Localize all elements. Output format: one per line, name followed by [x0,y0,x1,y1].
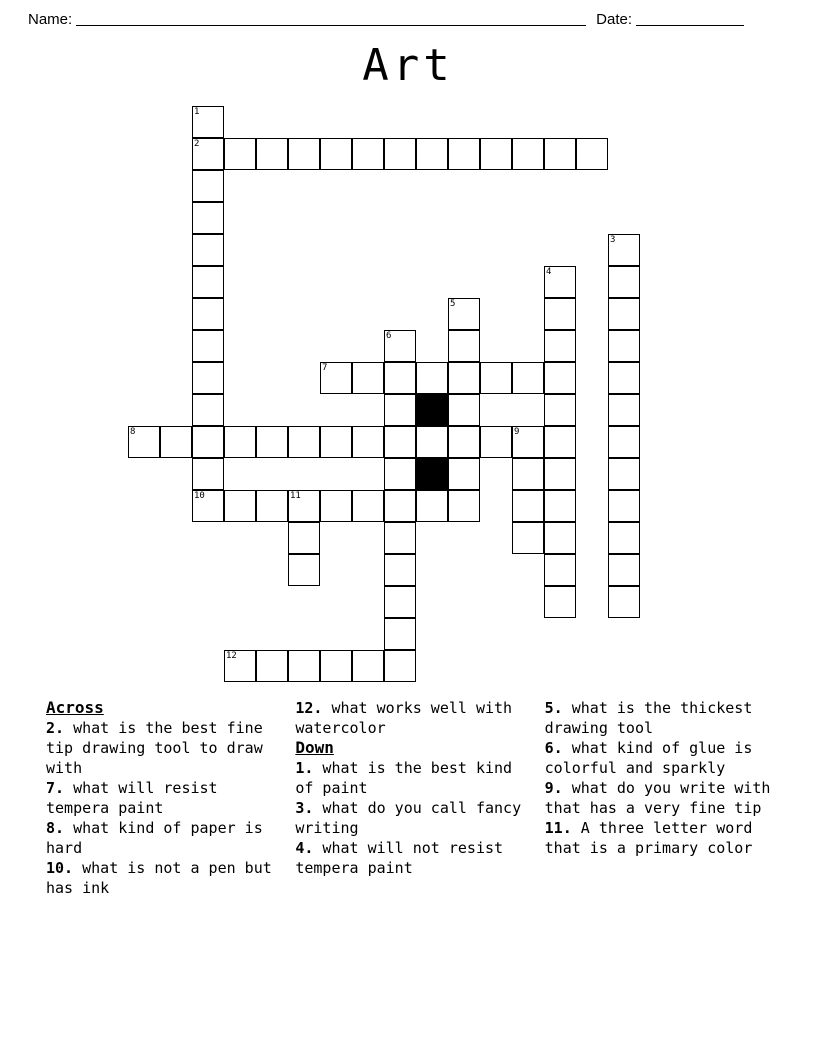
clue-text: what kind of paper is hard [46,819,263,857]
clue-text: what kind of glue is colorful and sparkly [544,739,753,777]
grid-cell[interactable] [224,650,256,682]
clue-text: what is the thickest drawing tool [544,699,753,737]
grid-cell[interactable] [512,490,544,522]
grid-cell[interactable] [608,426,640,458]
grid-cell[interactable] [288,554,320,586]
grid-cell[interactable] [544,458,576,490]
across-heading: Across [46,698,104,717]
grid-cell[interactable] [544,522,576,554]
grid-cell[interactable] [448,490,480,522]
grid-cell[interactable] [544,266,576,298]
grid-cell[interactable] [384,586,416,618]
clues-section [46,698,776,998]
grid-cell[interactable] [384,490,416,522]
down-clue [295,838,526,878]
grid-cell[interactable] [416,426,448,458]
across-clue [46,778,277,818]
clue-number: 7. [46,779,65,797]
across-clue [46,718,277,778]
grid-cell[interactable] [544,298,576,330]
clue-text: what do you call fancy writing [295,799,522,837]
grid-cell[interactable] [480,138,512,170]
down-clue [545,778,776,818]
clue-text: what will not resist tempera paint [295,839,504,877]
grid-cell[interactable] [192,394,224,426]
grid-cell[interactable] [192,330,224,362]
grid-cell[interactable] [544,362,576,394]
grid-cell[interactable] [384,554,416,586]
grid-cell[interactable] [384,138,416,170]
grid-cell[interactable] [544,426,576,458]
grid-cell[interactable] [352,138,384,170]
grid-cell[interactable] [608,458,640,490]
clue-text: what do you write with that has a very fine tip [544,779,771,817]
grid-cell[interactable] [384,650,416,682]
grid-cell[interactable] [320,362,352,394]
date-label: Date: [596,11,632,28]
grid-cell[interactable] [384,522,416,554]
grid-cell[interactable] [384,426,416,458]
clue-number: 1. [295,759,314,777]
grid-cell-number: 5 [450,299,456,309]
across-clue [46,858,277,898]
grid-cell[interactable] [352,650,384,682]
grid-cell[interactable] [256,650,288,682]
grid-cell[interactable] [384,394,416,426]
grid-cell[interactable] [448,330,480,362]
clue-text: what is the best kind of paint [295,759,513,797]
across-clue [295,698,526,738]
grid-cell[interactable] [256,426,288,458]
grid-cell[interactable] [320,650,352,682]
grid-cell[interactable] [608,490,640,522]
grid-cell[interactable] [608,266,640,298]
grid-cell[interactable] [416,138,448,170]
grid-cell[interactable] [544,490,576,522]
clue-number: 4. [295,839,314,857]
clue-number: 9. [544,779,563,797]
down-clue [545,738,776,778]
down-clue [545,698,776,738]
grid-cell[interactable] [512,362,544,394]
grid-cell[interactable] [160,426,192,458]
grid-cell[interactable] [448,298,480,330]
grid-cell[interactable] [512,522,544,554]
grid-cell-number: 3 [610,235,616,245]
grid-cell[interactable] [608,330,640,362]
grid-cell[interactable] [224,490,256,522]
grid-cell[interactable] [288,650,320,682]
grid-cell[interactable] [192,202,224,234]
grid-cell[interactable] [192,362,224,394]
grid-cell[interactable] [288,490,320,522]
grid-cell[interactable] [224,426,256,458]
grid-cell[interactable] [448,138,480,170]
grid-cell[interactable] [544,330,576,362]
grid-cell[interactable] [320,490,352,522]
grid-cell[interactable] [608,362,640,394]
grid-cell-number: 9 [514,427,520,437]
grid-cell[interactable] [288,522,320,554]
grid-cell-number: 7 [322,363,328,373]
down-clue [545,818,776,858]
grid-cell[interactable] [512,458,544,490]
clue-text: what will resist tempera paint [46,779,218,817]
clue-text: A three letter word that is a primary color [544,819,753,857]
grid-cell[interactable] [448,394,480,426]
grid-cell[interactable] [384,330,416,362]
clue-number: 2. [46,719,65,737]
page-title: Art [362,40,454,91]
clue-number: 8. [46,819,65,837]
grid-cell-number: 8 [130,427,136,437]
grid-cell[interactable] [512,426,544,458]
grid-cell[interactable] [192,106,224,138]
name-label: Name: [28,11,73,28]
clue-number: 10. [46,859,74,877]
grid-cell[interactable] [448,362,480,394]
grid-block-cell [416,394,448,426]
grid-cell[interactable] [608,554,640,586]
date-write-line[interactable] [636,11,744,26]
grid-cell[interactable] [544,586,576,618]
grid-cell-number: 2 [194,139,200,149]
grid-cell[interactable] [608,586,640,618]
grid-cell[interactable] [288,138,320,170]
grid-cell[interactable] [416,490,448,522]
grid-cell[interactable] [608,522,640,554]
grid-block-cell [416,458,448,490]
grid-cell[interactable] [192,266,224,298]
clue-text: what is not a pen but has ink [46,859,272,897]
grid-cell[interactable] [288,426,320,458]
crossword-grid-container [0,106,816,696]
grid-cell[interactable] [352,426,384,458]
down-heading: Down [295,738,334,757]
clue-number: 6. [544,739,563,757]
clue-text: what is the best fine tip drawing tool to draw with [46,719,263,777]
grid-cell-number: 1 [194,107,200,117]
grid-cell[interactable] [352,490,384,522]
grid-cell-number: 6 [386,331,392,341]
grid-cell[interactable] [192,458,224,490]
grid-cell[interactable] [256,138,288,170]
grid-cell[interactable] [192,138,224,170]
grid-cell[interactable] [192,298,224,330]
grid-cell[interactable] [608,394,640,426]
grid-cell[interactable] [448,426,480,458]
grid-cell[interactable] [384,618,416,650]
grid-cell[interactable] [320,138,352,170]
grid-cell[interactable] [192,490,224,522]
across-clue [46,818,277,858]
grid-cell[interactable] [480,426,512,458]
grid-cell[interactable] [480,362,512,394]
worksheet-header [28,4,744,28]
clue-number: 3. [295,799,314,817]
grid-cell[interactable] [384,458,416,490]
grid-cell[interactable] [384,362,416,394]
clue-number: 12. [295,699,323,717]
grid-cell[interactable] [544,554,576,586]
clue-text: what works well with watercolor [295,699,513,737]
grid-cell-number: 12 [226,651,237,661]
down-clue [295,798,526,838]
grid-cell[interactable] [544,138,576,170]
grid-cell[interactable] [256,490,288,522]
grid-cell[interactable] [448,458,480,490]
name-write-line[interactable] [76,11,586,26]
grid-cell-number: 10 [194,491,205,501]
grid-cell[interactable] [352,362,384,394]
grid-cell[interactable] [192,170,224,202]
grid-cell-number: 4 [546,267,552,277]
grid-cell[interactable] [320,426,352,458]
grid-cell-number: 11 [290,491,301,501]
grid-cell[interactable] [192,426,224,458]
grid-cell[interactable] [544,394,576,426]
grid-cell[interactable] [576,138,608,170]
grid-cell[interactable] [128,426,160,458]
crossword-grid[interactable] [128,106,688,696]
clue-number: 5. [544,699,563,717]
grid-cell[interactable] [608,298,640,330]
grid-cell[interactable] [192,234,224,266]
grid-cell[interactable] [224,138,256,170]
grid-cell[interactable] [512,138,544,170]
grid-cell[interactable] [608,234,640,266]
clue-number: 11. [544,819,572,837]
down-clue [295,758,526,798]
grid-cell[interactable] [416,362,448,394]
